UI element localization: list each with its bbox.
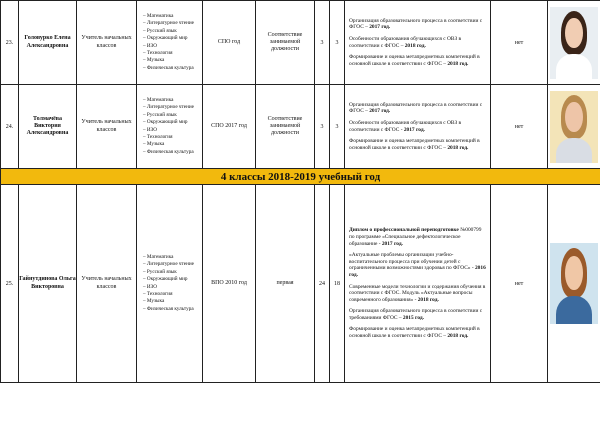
subject-item: – Окружающий мир (143, 119, 188, 126)
subject-item: – Русский язык (143, 268, 177, 275)
course-entry (349, 326, 487, 339)
teacher-row (1, 1, 600, 85)
education: ВПО 2010 год (203, 185, 256, 383)
photo-cell (548, 1, 600, 85)
photo-shoulders (556, 54, 592, 78)
subjects-list (137, 185, 203, 383)
teacher-photo (550, 91, 598, 163)
teacher-photo (550, 243, 598, 324)
experience-total: 3 (315, 85, 330, 169)
awards: нет (491, 185, 548, 383)
diploma-text: №000799 по программе «Специальное дефектологическое образование - (349, 227, 482, 247)
course-year: 2015 год. (402, 314, 424, 321)
diploma-entry (349, 227, 487, 247)
photo-shoulders (556, 138, 592, 162)
diploma-year: 2017 год. (381, 240, 403, 247)
course-year: 2018 год. (417, 296, 439, 303)
photo-face (565, 256, 582, 290)
course-text: «Актуальные проблемы организации учебно-воспитательного процесса при обучении детей с ограниченными возможностями здоровья по ФГОС» - (349, 252, 475, 272)
course-entry (349, 284, 487, 304)
subject-item: – Физическая культура (143, 305, 194, 312)
section-header-row (1, 169, 600, 185)
course-entry (349, 252, 487, 278)
teacher-position: Учитель начальных классов (77, 185, 137, 383)
course-text: Организация образовательного процесса в соответствии с требованиями ФГОС – (349, 308, 483, 321)
teacher-name: Толмачёва Виктория Александровна (19, 85, 77, 169)
education: СПО 2017 год (203, 85, 256, 169)
photo-cell (548, 85, 600, 169)
qualification-category: Соответствие занимаемой должности (256, 85, 315, 169)
subject-item: – Литературное чтение (143, 20, 194, 27)
subject-item: – Технология (143, 290, 173, 297)
teacher-name: Головурко Елена Александровна (19, 1, 77, 85)
subjects-list (137, 1, 203, 85)
course-year: 2018 год. (447, 333, 469, 340)
experience-pedagogical: 3 (330, 1, 345, 85)
subject-item: – Математика (143, 97, 174, 103)
course-year: 2018 год. (404, 42, 426, 49)
course-entry (349, 102, 487, 115)
course-entry (349, 54, 487, 67)
photo-face (565, 102, 582, 132)
row-number: 25. (1, 185, 19, 383)
courses-cell (345, 185, 491, 383)
awards: нет (491, 1, 548, 85)
course-entry (349, 36, 487, 49)
courses-cell (345, 1, 491, 85)
photo-face (565, 18, 582, 48)
education: СПО год (203, 1, 256, 85)
experience-total: 3 (315, 1, 330, 85)
course-text: Организация образовательного процесса в соответствии с ФГОС – (349, 17, 483, 31)
teacher-row (1, 185, 600, 383)
qualification-category: Соответствие занимаемой должности (256, 1, 315, 85)
subject-item: – Окружающий мир (143, 35, 188, 42)
course-year: 2017 год. (369, 24, 391, 31)
course-entry (349, 138, 487, 151)
photo-shoulders (556, 296, 592, 324)
row-number: 24. (1, 85, 19, 169)
section-title: 4 классы 2018-2019 учебный год (1, 169, 600, 185)
course-entry (349, 308, 487, 321)
subject-item: – Русский язык (143, 27, 177, 34)
subject-item: – Физическая культура (143, 64, 194, 71)
subject-item: – Литературное чтение (143, 104, 194, 111)
course-text: Формирование и оценка метапредметных компетенций в основной школе в соответствии с ФГОС – (349, 326, 480, 340)
subject-item: – Математика (143, 254, 174, 260)
awards: нет (491, 85, 548, 169)
subject-item: – Русский язык (143, 111, 177, 118)
teacher-position: Учитель начальных классов (77, 1, 137, 85)
course-year: 2018 год. (447, 60, 469, 67)
course-entry (349, 18, 487, 31)
subject-item: – Музыка (143, 141, 165, 148)
teacher-row (1, 85, 600, 169)
subject-item: – Технология (143, 133, 173, 140)
qualification-category: первая (256, 185, 315, 383)
course-entry (349, 120, 487, 133)
teacher-name: Гайнутдинова Ольга Викторовна (19, 185, 77, 383)
teacher-photo (550, 7, 598, 79)
course-year: 2017 год. (369, 108, 391, 115)
course-year: 2018 год. (447, 144, 469, 151)
subject-item: – Физическая культура (143, 148, 194, 155)
subject-item: – Литературное чтение (143, 261, 194, 268)
row-number: 23. (1, 1, 19, 85)
subject-item: – Музыка (143, 298, 165, 305)
subject-item: – ИЗО (143, 42, 157, 49)
course-text: Особенности образования обучающихся с ОВЗ в соответствии с ФГОС – (349, 35, 462, 49)
course-year: 2016 год. (349, 265, 486, 278)
subjects-list (137, 85, 203, 169)
course-text: Современные модели технологии и содержания обучения в соответствии с ФГОС. Модуль «Актуальные вопросы современного образования» - (349, 283, 486, 303)
experience-pedagogical: 3 (330, 85, 345, 169)
photo-cell (548, 185, 600, 383)
subject-item: – Музыка (143, 57, 165, 64)
experience-total: 24 (315, 185, 330, 383)
experience-pedagogical: 18 (330, 185, 345, 383)
subject-item: – Технология (143, 49, 173, 56)
course-text: Особенности образования обучающихся с ОВЗ в соответствии с ФГОС - (349, 119, 462, 133)
course-text: Организация образовательного процесса в соответствии с ФГОС – (349, 101, 483, 115)
subject-item: – ИЗО (143, 283, 157, 290)
course-text: Формирование и оценка метапредметных компетенций в основной школе в соответствии с ФГОС – (349, 138, 480, 151)
subject-item: – Окружающий мир (143, 276, 188, 283)
course-text: Формирование и оценка метапредметных компетенций в основной школе в соответствии с ФГОС – (349, 54, 480, 67)
course-year: 2017 год. (403, 126, 425, 133)
subject-item: – Математика (143, 13, 174, 19)
subject-item: – ИЗО (143, 126, 157, 133)
teacher-position: Учитель начальных классов (77, 85, 137, 169)
courses-cell (345, 85, 491, 169)
diploma-heading: Диплом о профессиональной переподготовке (349, 227, 459, 234)
